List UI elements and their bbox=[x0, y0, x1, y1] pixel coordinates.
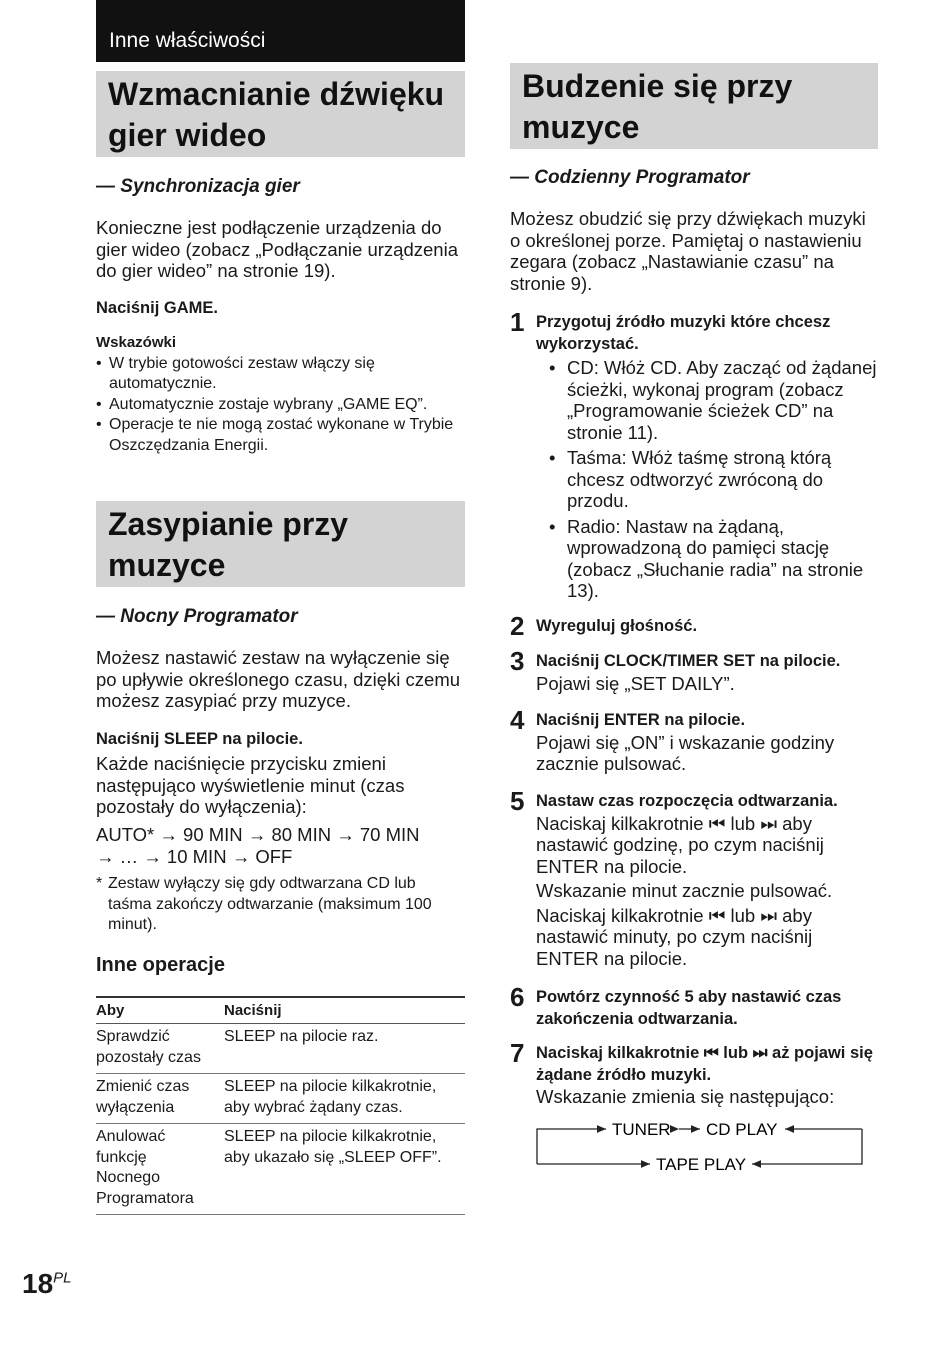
step-text: Pojawi się „SET DAILY”. bbox=[536, 672, 735, 694]
sleep-intro: Możesz nastawić zestaw na wyłączenie się po upływie określonego czasu, dzięki czemu możesz zasypiać przy muzyce. bbox=[96, 647, 461, 711]
page-number: $18^{PL}$ bbox=[22, 1268, 72, 1299]
step-4 bbox=[510, 705, 878, 775]
table-cell: SLEEP na pilocie raz. bbox=[224, 1024, 465, 1074]
step-6 bbox=[510, 982, 878, 1030]
step-3 bbox=[510, 646, 878, 694]
tip-item: • Automatycznie zostaje wybrany „GAME EQ”. bbox=[96, 395, 465, 416]
step-bullets bbox=[536, 357, 878, 602]
step-heading: Powtórz czynność 5 aby nastawić czas zakończenia odtwarzania. bbox=[536, 988, 842, 1028]
table-header-row bbox=[96, 997, 465, 1024]
table-cell: SLEEP na pilocie kilkakrotnie, aby ukazało się „SLEEP OFF”. bbox=[224, 1124, 465, 1215]
table-cell: SLEEP na pilocie kilkakrotnie, aby wybrać żądany czas. bbox=[224, 1074, 465, 1124]
list-item: • CD: Włóż CD. Aby zacząć od żądanej ścieżki, wykonaj program (zobacz „Programowanie ścieżek CD” na stronie 11). bbox=[536, 357, 878, 443]
sleep-subtitle: — Nocny Programator bbox=[96, 606, 298, 627]
game-intro: Konieczne jest podłączenie urządzenia do gier wideo (zobacz „Podłączanie urządzenia do gier wideo” na stronie 19). bbox=[96, 217, 458, 281]
step-number: 3 bbox=[510, 646, 525, 676]
step-text: Naciskaj kilkakrotnie ⏮ lub ⏭ aby nastawić godzinę, po czym naciśnij ENTER na pilocie. bbox=[536, 812, 824, 877]
game-tips bbox=[96, 332, 465, 456]
sleep-action: Naciśnij SLEEP na pilocie. bbox=[96, 730, 303, 748]
source-cycle-diagram bbox=[530, 1118, 870, 1174]
table-cell: Sprawdzić pozostały czas bbox=[96, 1024, 224, 1074]
table-header: Aby bbox=[96, 997, 224, 1024]
step-text: Wskazanie zmienia się następująco: bbox=[536, 1086, 835, 1107]
sleep-sequence-1: AUTO* → 90 MIN → 80 MIN → 70 MIN bbox=[96, 824, 420, 845]
step-number: 2 bbox=[510, 611, 525, 641]
section-tab bbox=[96, 0, 465, 62]
table-row bbox=[96, 1124, 465, 1215]
ops-table bbox=[96, 996, 465, 1215]
step-number: 6 bbox=[510, 982, 525, 1012]
cycle-line-left bbox=[537, 1129, 606, 1164]
tape-play-label: TAPE PLAY bbox=[656, 1155, 747, 1174]
step-number: 4 bbox=[510, 705, 525, 735]
table-cell: Anulować funkcję Nocnego Programatora bbox=[96, 1124, 224, 1215]
step-heading: Naciśnij ENTER na pilocie. bbox=[536, 711, 746, 729]
tip-item: • Operacje te nie mogą zostać wykonane w Trybie Oszczędzania Energii. bbox=[96, 415, 465, 456]
step-heading: Wyreguluj głośność. bbox=[536, 617, 698, 635]
step-text: Naciskaj kilkakrotnie ⏮ lub ⏭ aby nastawić minuty, po czym naciśnij ENTER na pilocie. bbox=[536, 904, 813, 969]
step-number: 1 bbox=[510, 307, 525, 337]
game-action: Naciśnij GAME. bbox=[96, 299, 218, 317]
step-heading: Nastaw czas rozpoczęcia odtwarzania. bbox=[536, 792, 838, 810]
section-label: Inne właściwości bbox=[109, 29, 266, 52]
tips-heading: Wskazówki bbox=[96, 334, 177, 351]
sleep-section-title: Zasypianie przy muzyce bbox=[96, 501, 465, 587]
cd-play-label: CD PLAY bbox=[706, 1120, 778, 1139]
sleep-action-desc: Każde naciśnięcie przycisku zmieni następująco wyświetlenie minut (czas pozostały do wyłączenia): bbox=[96, 753, 405, 817]
step-2 bbox=[510, 611, 878, 641]
list-item: • Taśma: Włóż taśmę stroną którą chcesz odtworzyć zwróconą do przodu. bbox=[536, 447, 878, 512]
sleep-sequence-2: → … → 10 MIN → OFF bbox=[96, 846, 293, 867]
ops-heading: Inne operacje bbox=[96, 954, 225, 976]
tips-list bbox=[96, 354, 465, 457]
sleep-footnote: * Zestaw wyłączy się gdy odtwarzana CD lub taśma zakończy odtwarzanie (maksimum 100 minut). bbox=[96, 875, 432, 933]
tuner-label: TUNER bbox=[612, 1120, 671, 1139]
list-item: • Radio: Nastaw na żądaną, wprowadzoną do pamięci stację (zobacz „Słuchanie radia” na stronie 13). bbox=[536, 516, 878, 602]
wake-subtitle: — Codzienny Programator bbox=[510, 167, 750, 188]
table-cell: Zmienić czas wyłączenia bbox=[96, 1074, 224, 1124]
step-heading: Naciśnij CLOCK/TIMER SET na pilocie. bbox=[536, 652, 841, 670]
step-text: Wskazanie minut zacznie pulsować. bbox=[536, 880, 833, 901]
step-heading: Naciskaj kilkakrotnie ⏮ lub ⏭ aż pojawi się żądane źródło muzyki. bbox=[536, 1044, 873, 1084]
table-row bbox=[96, 1074, 465, 1124]
step-text: Pojawi się „ON” i wskazanie godziny zacznie pulsować. bbox=[536, 731, 835, 774]
footnote-mark: * bbox=[96, 875, 103, 892]
step-5 bbox=[510, 786, 878, 969]
page-suffix: PL bbox=[53, 1269, 72, 1287]
table-row bbox=[96, 1024, 465, 1074]
step-1 bbox=[510, 307, 878, 606]
table-header: Naciśnij bbox=[224, 997, 465, 1024]
step-heading: Przygotuj źródło muzyki które chcesz wykorzystać. bbox=[536, 313, 831, 353]
step-number: 5 bbox=[510, 786, 525, 816]
step-number: 7 bbox=[510, 1038, 525, 1068]
step-7 bbox=[510, 1038, 878, 1108]
game-section-title: Wzmacnianie dźwięku gier wideo bbox=[96, 71, 465, 157]
wake-section-title: Budzenie się przy muzyce bbox=[510, 63, 878, 149]
wake-intro: Możesz obudzić się przy dźwiękach muzyki o określonej porze. Pamiętaj o nastawieniu zegara (zobacz „Nastawianie czasu” na stronie 9). bbox=[510, 208, 866, 294]
game-subtitle: — Synchronizacja gier bbox=[96, 176, 300, 197]
tip-item: • W trybie gotowości zestaw włączy się automatycznie. bbox=[96, 354, 465, 395]
